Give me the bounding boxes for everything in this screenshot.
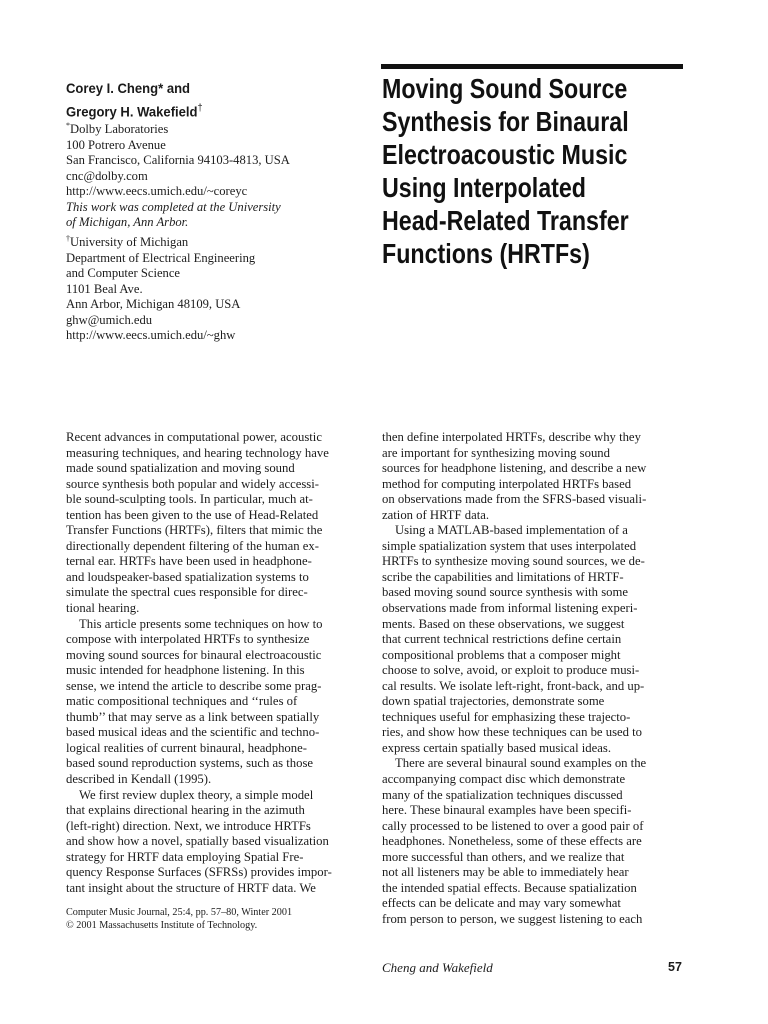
affiliation-text: Ann Arbor, Michigan 48109, USA [66, 297, 241, 312]
body-text-line: Recent advances in computational power, acoustic [66, 430, 322, 444]
affiliation-line [66, 169, 366, 185]
body-text-line: described in Kendall (1995). [66, 772, 212, 787]
body-text-line: accompanying compact disc which demonstrate [382, 772, 626, 787]
body-text-line: cal results. We isolate left-right, front-back, and up- [382, 678, 645, 693]
body-column-right [382, 430, 688, 928]
affiliation-line [66, 138, 366, 154]
body-text-line: are important for synthesizing moving sound [382, 445, 610, 460]
author-name: Gregory H. Wakefield [66, 104, 198, 121]
body-text-line: We first review duplex theory, a simple model [79, 787, 314, 802]
body-text-line: thumb’’ that may serve as a link between spatially [66, 709, 320, 724]
affiliation-text: of Michigan, Ann Arbor. [66, 215, 189, 230]
body-text-line: not all listeners may be able to immediately hear [382, 865, 629, 880]
affiliation-line [66, 231, 366, 251]
body-text-line: ries, and show how these techniques can be used to [382, 725, 643, 740]
body-text-line: here. These binaural examples have been specifi- [382, 803, 632, 818]
body-text-line: more successful than others, and we realize that [382, 849, 625, 864]
affiliation-text: ghw@umich.edu [66, 312, 153, 327]
affiliation-line [66, 313, 366, 329]
affiliation-line [66, 266, 366, 282]
affiliation-line [66, 251, 366, 267]
body-text-line: zation of HRTF data. [382, 507, 490, 522]
body-text-line: music intended for headphone listening. In this [66, 663, 305, 678]
affiliation-text: 100 Potrero Avenue [66, 137, 166, 152]
body-text-line: that explains directional hearing in the azimuth [66, 803, 305, 818]
body-text-line: simulate the spectral cues responsible for direc- [66, 585, 308, 600]
body-text-line: source synthesis both popular and widely accessi- [66, 476, 319, 491]
affiliation-text: http://www.eecs.umich.edu/~ghw [66, 328, 236, 343]
title-rule [381, 64, 683, 69]
body-text-line: observations made from informal listening experi- [382, 601, 638, 616]
affiliation-line [66, 118, 366, 138]
body-text-line: and loudspeaker-based spatialization systems to [66, 569, 309, 584]
affiliation-text: San Francisco, California 94103-4813, USA [66, 153, 290, 168]
body-text-line: (left-right) direction. Next, we introduce HRTFs [66, 818, 311, 833]
title-line: Head-Related Transfer [382, 205, 629, 237]
affiliation-mark: † [66, 234, 70, 244]
title-line: Functions (HRTFs) [382, 238, 590, 270]
body-text-line: techniques useful for emphasizing these trajecto- [382, 709, 631, 724]
affiliation-text: 1101 Beal Ave. [66, 281, 143, 296]
body-text-line: matic compositional techniques and ‘‘rules of [66, 694, 298, 709]
affiliation-text: and Computer Science [66, 266, 181, 281]
body-text-line: on observations made from the SFRS-based visuali- [382, 492, 647, 507]
affiliation-line [66, 282, 366, 298]
affiliation-text: cnc@dolby.com [66, 168, 148, 183]
footnote-line: Computer Music Journal, 25:4, pp. 57–80, Winter 2001 [66, 907, 293, 918]
affiliation-line [66, 215, 366, 231]
body-text-line: quency Response Surfaces (SFRSs) provides impor- [66, 865, 332, 880]
affiliation-line [66, 184, 366, 200]
body-text-line: effects can be delicate and may vary somewhat [382, 896, 621, 911]
body-text-line: from person to person, we suggest listening to each [382, 911, 643, 926]
body-text-line: ble sound-sculpting tools. In particular, much at- [66, 492, 313, 507]
author-mark: † [197, 103, 203, 114]
affiliation-text: http://www.eecs.umich.edu/~coreyc [66, 184, 248, 199]
body-text-line: Using a MATLAB-based implementation of a [395, 523, 628, 538]
body-text-line: headphones. Nonetheless, some of these effects are [382, 834, 642, 849]
body-text-line: HRTFs to synthesize moving sound sources, we de- [382, 554, 645, 569]
body-text-line: and show how a novel, spatially based visualization [66, 834, 329, 849]
title-line: Moving Sound Source [382, 73, 628, 104]
body-text-line: sense, we intend the article to describe some prag- [66, 678, 322, 693]
body-text-line: ments. Based on these observations, we suggest [382, 616, 625, 631]
body-text-line: measuring techniques, and hearing technology have [66, 445, 329, 460]
body-column-left [66, 430, 372, 896]
affiliation-line [66, 328, 366, 344]
body-text-line: logical realities of current binaural, headphone- [66, 740, 307, 755]
body-text-line: down spatial trajectories, demonstrate some [382, 694, 605, 709]
title-line: Electroacoustic Music [382, 139, 628, 171]
affiliation-text: This work was completed at the University [66, 199, 281, 214]
body-text-line: compositional problems that a composer might [382, 647, 621, 662]
body-text-line: Transfer Functions (HRTFs), filters that mimic the [66, 523, 323, 538]
running-head: Cheng and Wakefield [382, 960, 493, 975]
affiliation-text: Department of Electrical Engineering [66, 250, 256, 265]
body-text-line: express certain spatially based musical ideas. [382, 740, 612, 755]
author-affiliations [66, 118, 366, 344]
body-text-line: choose to solve, avoid, or exploit to produce musi- [382, 663, 640, 678]
body-text-line: simple spatialization system that uses interpolated [382, 538, 637, 553]
title-line: Using Interpolated [382, 172, 587, 204]
title-line: Synthesis for Binaural [382, 106, 629, 138]
body-text-line: made sound spatialization and moving sound [66, 461, 295, 476]
body-text-line: based musical ideas and the scientific and techno- [66, 725, 320, 740]
affiliation-text: University of Michigan [70, 235, 189, 250]
body-text-line: tention has been given to the use of Head-Related [66, 507, 319, 522]
body-text-line: directionally dependent filtering of the human ex- [66, 538, 319, 553]
affiliation-line [66, 200, 366, 216]
page-number: 57 [668, 960, 682, 974]
body-text-line: moving sound sources for binaural electroacoustic [66, 647, 322, 662]
body-text-line: tional hearing. [66, 601, 140, 616]
body-text-line: based sound reproduction systems, such as those [66, 756, 314, 771]
body-text-line: ternal ear. HRTFs have been used in headphone- [66, 554, 312, 569]
body-text-line: that current technical restrictions define certain [382, 632, 622, 647]
footnote-line: © 2001 Massachusetts Institute of Technology. [66, 920, 258, 931]
affiliation-line [66, 297, 366, 313]
body-text-line: This article presents some techniques on how to [79, 616, 323, 631]
body-text-line: cally processed to be listened to over a good pair of [382, 818, 644, 833]
body-text-line: sources for headphone listening, and describe a new [382, 461, 647, 476]
body-text-line: then define interpolated HRTFs, describe why they [382, 430, 641, 444]
article-title [382, 72, 656, 271]
body-text-line: the intended spatial effects. Because spatialization [382, 880, 637, 895]
affiliation-text: Dolby Laboratories [70, 122, 169, 137]
body-text-line: strategy for HRTF data employing Spatial Fre- [66, 849, 304, 864]
body-text-line: There are several binaural sound examples on the [395, 756, 647, 771]
author-names [66, 79, 333, 123]
body-text-line: based moving sound source synthesis with some [382, 585, 628, 600]
body-text-line: many of the spatialization techniques discussed [382, 787, 623, 802]
author-line: Corey I. Cheng* and [66, 81, 191, 97]
body-text-line: tant insight about the structure of HRTF data. We [66, 880, 316, 895]
affiliation-mark: * [66, 121, 70, 130]
body-text-line: compose with interpolated HRTFs to synthesize [66, 632, 310, 647]
body-text-line: scribe the capabilities and limitations of HRTF- [382, 569, 624, 584]
affiliation-line [66, 153, 366, 169]
body-text-line: method for computing interpolated HRTFs based [382, 476, 632, 491]
publication-footnote [66, 906, 366, 932]
